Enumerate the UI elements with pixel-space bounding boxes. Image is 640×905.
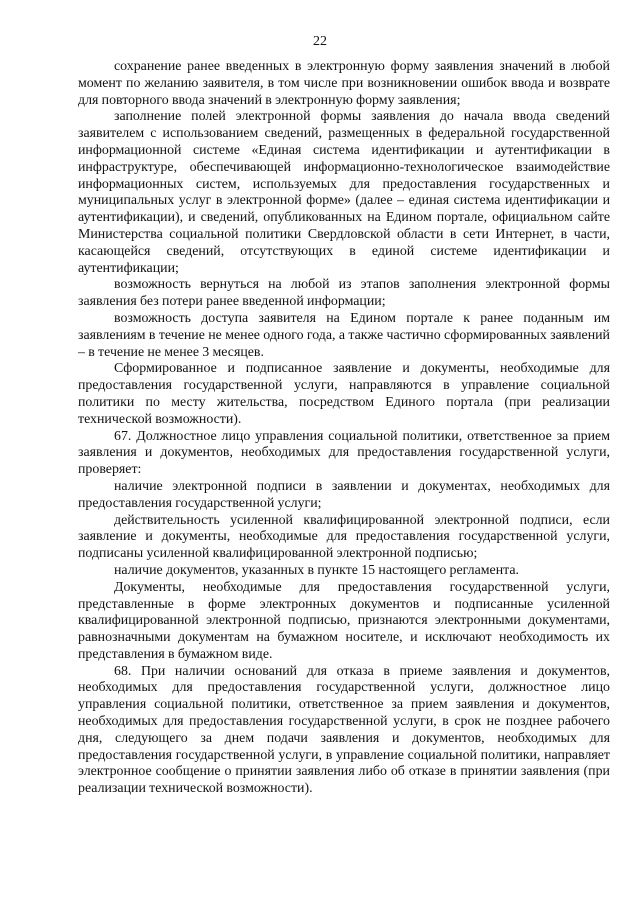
paragraph-save-values: сохранение ранее введенных в электронную форму заявления значений в любой момент по желанию заявителя, в том числе при возникновении ошибок ввода и возврате для повторного ввода значений в электронную форму заявления; xyxy=(78,59,610,108)
page-number: 22 xyxy=(313,34,327,49)
paragraph-item-67: 67. Должностное лицо управления социальной политики, ответственное за прием заявления и документов, необходимых для предоставления государственной услуги, проверяет: xyxy=(78,428,610,478)
paragraph-prefill-fields: заполнение полей электронной формы заявления до начала ввода сведений заявителем с использованием сведений, размещенных в федеральной государственной информационной системе «Единая система идентификации и аутентификации в инфраструктуре, обеспечивающей информационно-технологическое взаимодействие информационных систем, используемых для предоставления государственных и муниципальных услуг в электронной форме» (далее – единая система идентификации и аутентификации), и сведений, опубликованных на Едином портале, официальном сайте Министерства социальной политики Свердловской области в сети Интернет, в части, касающейся сведений, отсутствующих в единой системе идентификации и аутентификации; xyxy=(78,109,610,276)
paragraph-documents-presence: наличие документов, указанных в пункте 15 настоящего регламента. xyxy=(114,562,520,578)
document-body xyxy=(78,59,610,798)
paragraph-signature-presence: наличие электронной подписи в заявлении и документах, необходимых для предоставления государственной услуги; xyxy=(78,478,610,511)
paragraph-return-to-step: возможность вернуться на любой из этапов заполнения электронной формы заявления без потери ранее введенной информации; xyxy=(78,277,610,310)
paragraph-submission: Сформированное и подписанное заявление и документы, необходимые для предоставления государственной услуги, направляются в управление социальной политики по месту жительства, посредством Единого портала (при реализации технической возможности). xyxy=(78,361,610,427)
paragraph-access-applications: возможность доступа заявителя на Едином портале к ранее поданным им заявлениям в течение не менее одного года, а также частично сформированных заявлений – в течение не менее 3 месяцев. xyxy=(78,310,610,360)
paragraph-electronic-documents: Документы, необходимые для предоставления государственной услуги, представленные в форме электронных документов и подписанные усиленной квалифицированной электронной подписью, признаются электронными документами, равнозначными документам на бумажном носителе, и исключают необходимость их представления в бумажном виде. xyxy=(78,579,610,662)
paragraph-item-68: 68. При наличии оснований для отказа в приеме заявления и документов, необходимых для предоставления государственной услуги, должностное лицо управления социальной политики, ответственное за прием заявления и документов, необходимых для предоставления государственной услуги, в срок не позднее рабочего дня, следующего за днем подачи заявления и документов, необходимых для предоставления государственной услуги, в управление социальной политики, направляет электронное сообщение о принятии заявления либо об отказе в принятии заявления (при реализации технической возможности). xyxy=(78,663,610,797)
paragraph-signature-validity: действительность усиленной квалифицированной электронной подписи, если заявление и документы, необходимые для предоставления государственной услуги, подписаны усиленной квалифицированной электронной подписью; xyxy=(78,512,610,562)
